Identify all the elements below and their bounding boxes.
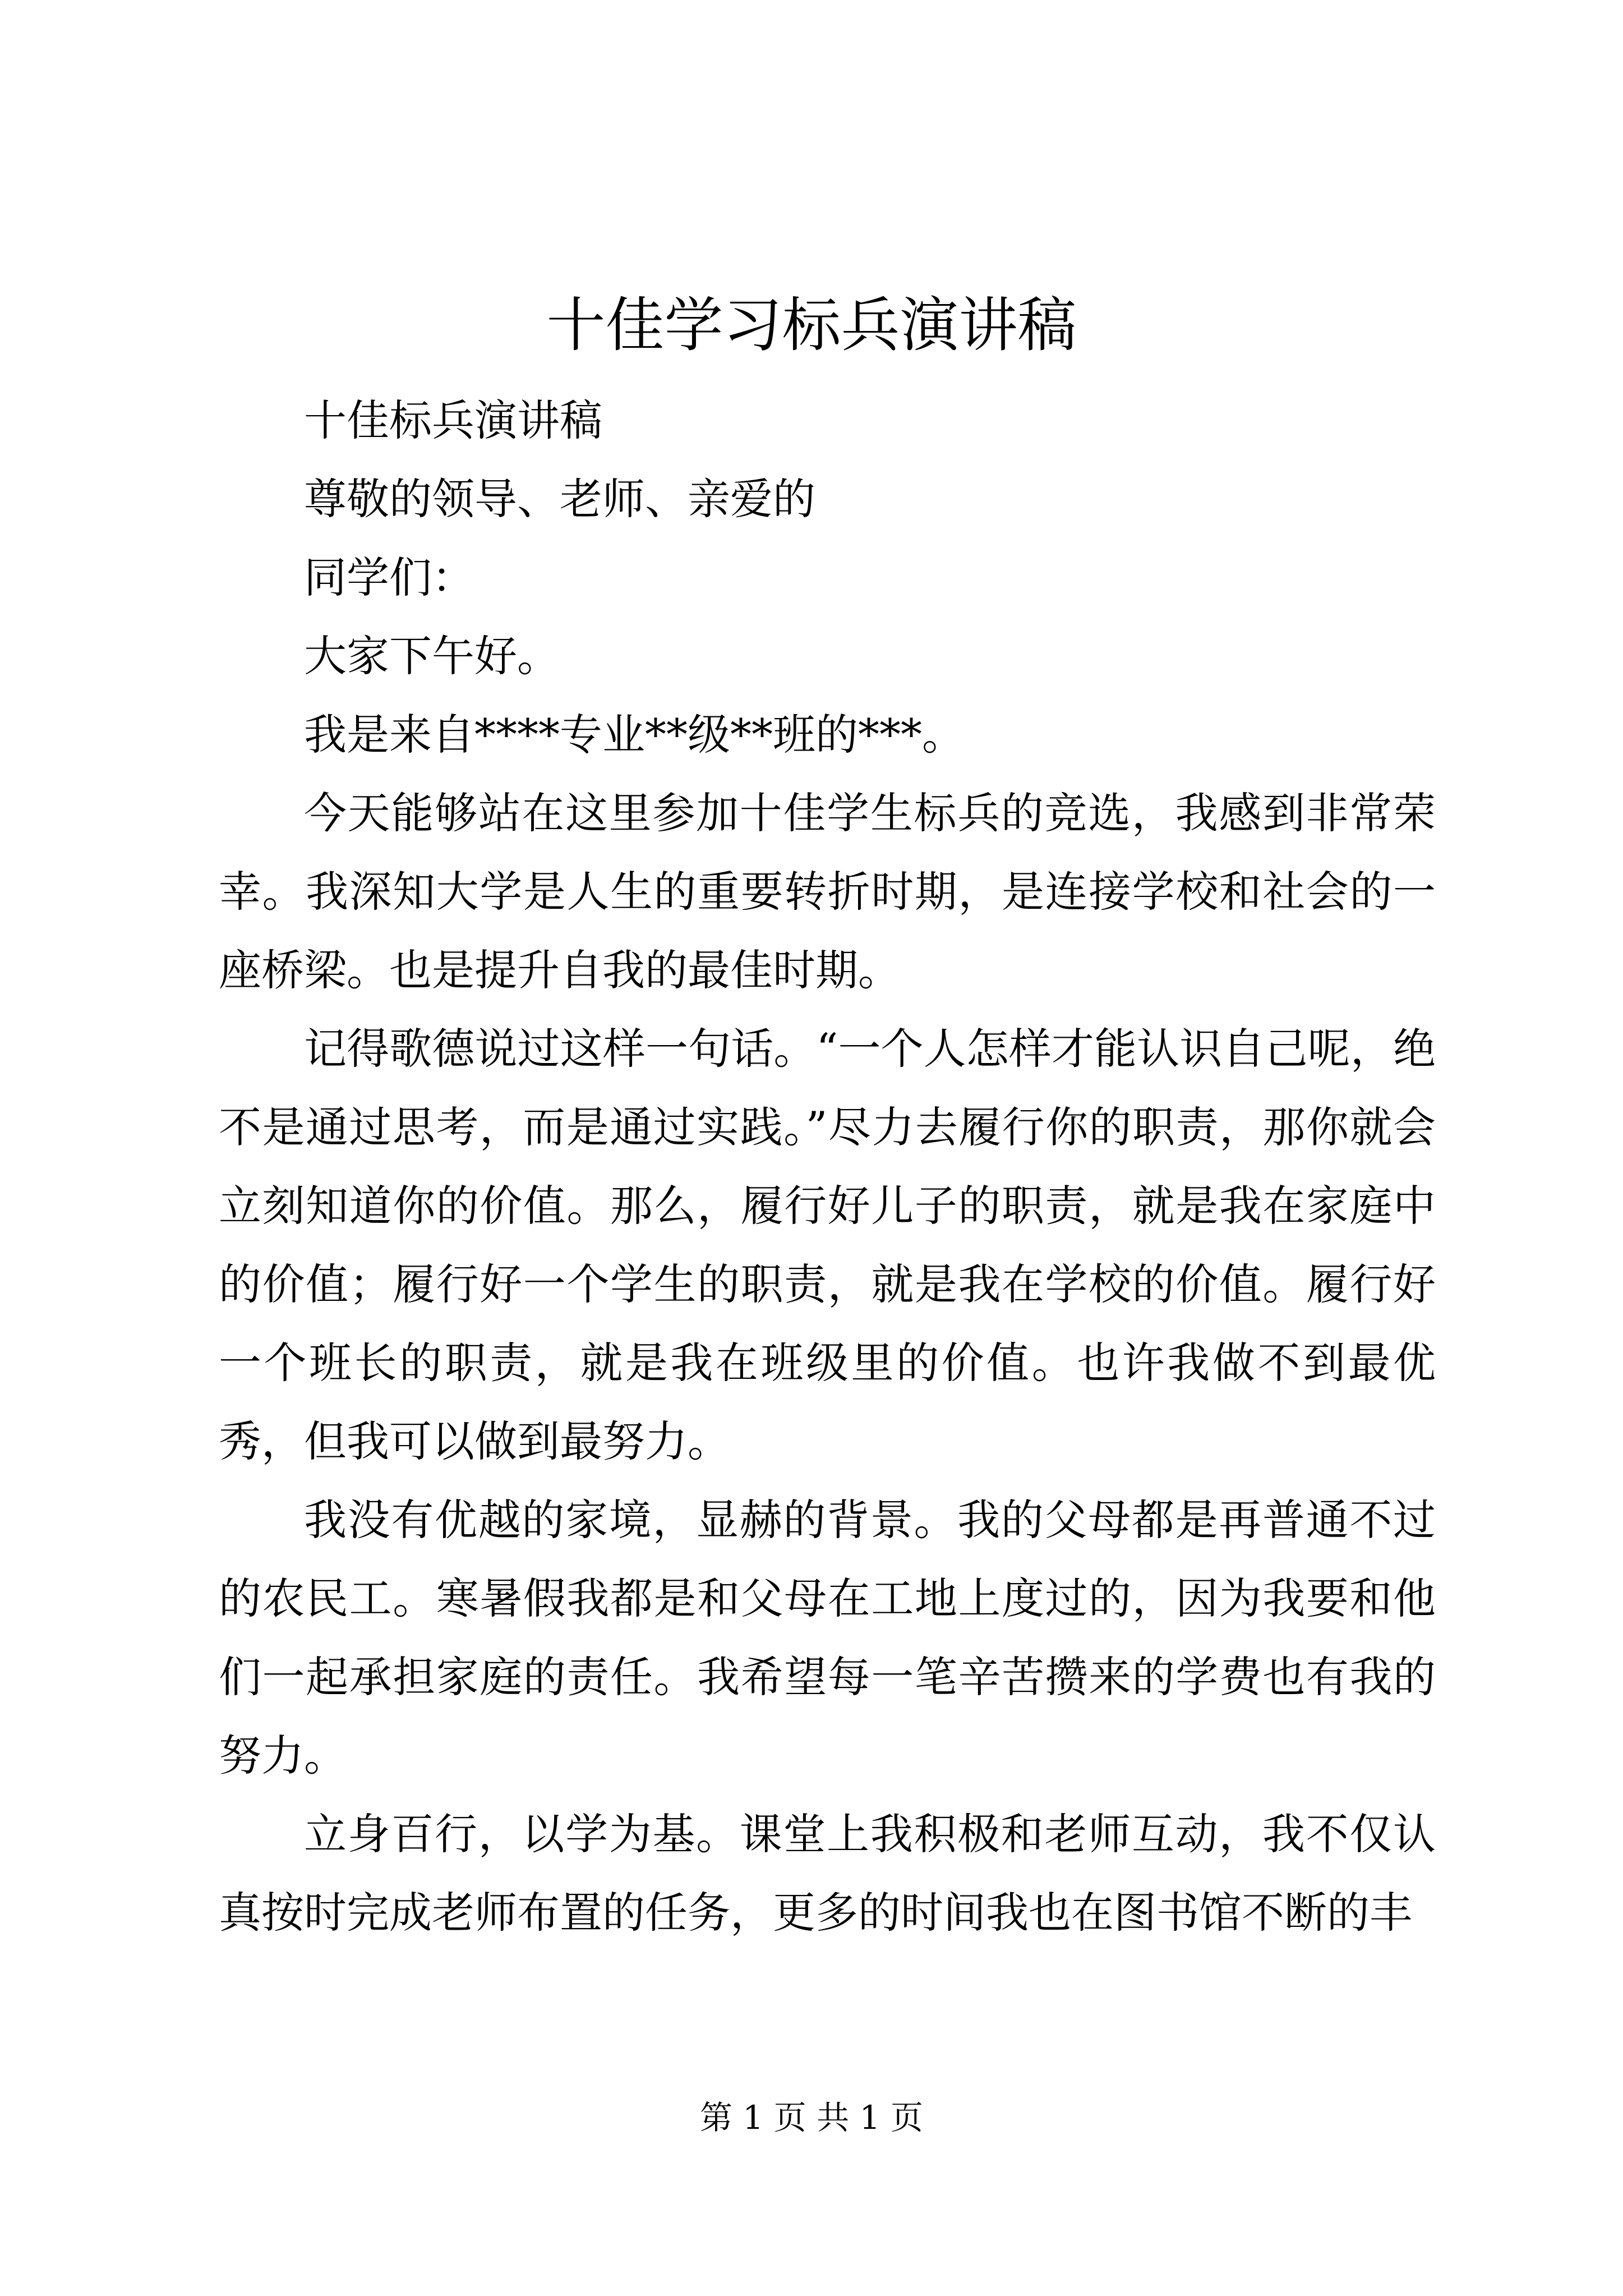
page-footer: 第 1 页 共 1 页	[700, 2099, 923, 2137]
paragraph: 十佳标兵演讲稿	[304, 395, 602, 445]
paragraph: 我是来自****专业**级**班的***。	[304, 710, 965, 760]
document-title: 十佳学习标兵演讲稿	[546, 291, 1077, 360]
paragraph: 我没有优越的家境，显赫的背景。我的父母都是再普通不过的农民工。寒暑假我都是和父母在工地上度过的，因为我要和他们一起承担家庭的责任。我希望每一笔辛苦攒来的学费也有我的努力。	[219, 1495, 1436, 1780]
paragraph: 今天能够站在这里参加十佳学生标兵的竞选，我感到非常荣幸。我深知大学是人生的重要转折时期，是连接学校和社会的一座桥梁。也是提升自我的最佳时期。	[219, 788, 1436, 995]
paragraph: 立身百行，以学为基。课堂上我积极和老师互动，我不仅认真按时完成老师布置的任务，更多的时间我也在图书馆不断的丰	[219, 1809, 1436, 1938]
paragraph: 尊敬的领导、老师、亲爱的	[304, 474, 815, 524]
paragraph: 记得歌德说过这样一句话。“一个人怎样才能认识自己呢，绝不是通过思考，而是通过实践。”尽力去履行你的职责，那你就会立刻知道你的价值。那么，履行好儿子的职责，就是我在家庭中的价值；履行好一个学生的职责，就是我在学校的价值。履行好一个班长的职责，就是我在班级里的价值。也许我做不到最优秀，但我可以做到最努力。	[219, 1024, 1436, 1466]
paragraph: 同学们：	[304, 553, 474, 602]
document-body	[219, 381, 1436, 1952]
paragraph: 大家下午好。	[304, 631, 560, 681]
